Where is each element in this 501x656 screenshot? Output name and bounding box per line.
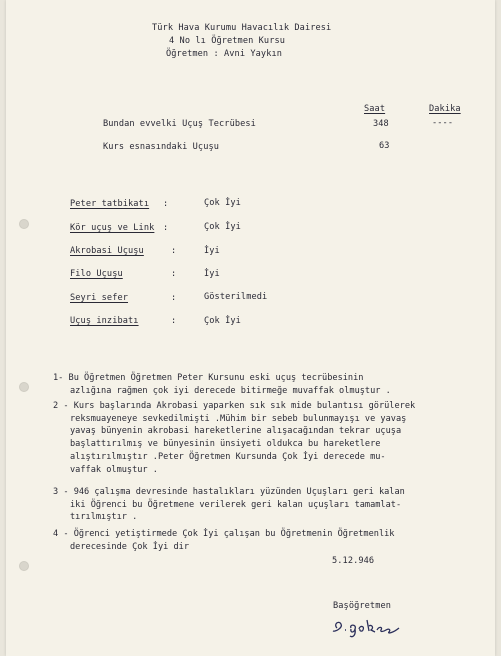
note-line: başlattırılmış ve bünyesinin ünsiyeti oldukca bu hareketlere xyxy=(70,439,381,450)
note-line: vaffak olmuştur . xyxy=(70,464,158,475)
note-line: iki Öğrenci bu Öğretmene verilerek geri kalan uçuşları tamamlat- xyxy=(70,499,402,510)
header-course: 4 No lı Öğretmen Kursu xyxy=(169,36,286,46)
grade-label: Kör uçuş ve Link xyxy=(70,223,155,233)
grade-value: İyi xyxy=(204,246,220,256)
grade-label: Akrobasi Uçuşu xyxy=(70,246,144,256)
note-line: 2 - Kurs başlarında Akrobasi yaparken sık sık mide bulantısı görülerek xyxy=(53,401,416,411)
experience-hour: 348 xyxy=(373,119,389,129)
grade-value: Gösterilmedi xyxy=(204,292,268,302)
experience-label: Bundan evvelki Uçuş Tecrübesi xyxy=(103,119,256,129)
note-4 xyxy=(53,528,394,553)
document-date: 5.12.946 xyxy=(332,556,375,566)
punch-hole xyxy=(19,561,29,571)
grade-label: Peter tatbikatı xyxy=(70,199,150,209)
grade-label: Uçuş inzibatı xyxy=(70,316,139,326)
grade-separator: : xyxy=(171,316,177,326)
grade-value: Çok İyi xyxy=(204,316,241,326)
note-line: reksmuayeneye sevkedilmişti .Mühim bir sebeb bulunmayışı ve yavaş xyxy=(70,413,407,424)
grade-label: Seyri sefer xyxy=(70,293,129,303)
note-line: derecesinde Çok İyi dir xyxy=(70,541,189,552)
experience-minute: ---- xyxy=(432,118,454,128)
note-line: 3 - 946 çalışma devresinde hastalıkları yüzünden Uçuşları geri kalan xyxy=(53,487,405,497)
grade-label: Filo Uçuşu xyxy=(70,269,123,279)
grade-separator: : xyxy=(171,269,177,279)
document-page xyxy=(6,0,495,656)
note-line: azlığına rağmen çok iyi derecede bitirmeğe muvaffak olmuştur . xyxy=(70,385,391,396)
note-1 xyxy=(53,372,391,397)
handwritten-signature xyxy=(329,614,409,640)
punch-hole xyxy=(19,382,29,392)
column-header-minute: Dakika xyxy=(429,104,461,114)
header-organization: Türk Hava Kurumu Havacılık Dairesi xyxy=(152,23,332,33)
note-line: 1- Bu Öğretmen Öğretmen Peter Kursunu eski uçuş tecrübesinin xyxy=(53,373,364,383)
grade-value: Çok İyi xyxy=(204,198,241,208)
punch-hole xyxy=(19,219,29,229)
grade-separator: : xyxy=(163,223,169,233)
header-teacher: Öğretmen : Avni Yaykın xyxy=(166,49,283,59)
grade-value: İyi xyxy=(204,269,220,279)
column-header-hour: Saat xyxy=(364,104,386,114)
grade-separator: : xyxy=(171,293,177,303)
experience-hour: 63 xyxy=(379,141,390,151)
note-line: tırılmıştır . xyxy=(70,512,138,523)
grade-value: Çok İyi xyxy=(204,222,241,232)
note-line: alıştırılmıştır .Peter Öğretmen Kursunda Çok İyi derecede mu- xyxy=(70,451,386,462)
signature-title: Başöğretmen xyxy=(333,601,392,611)
experience-label: Kurs esnasındaki Uçuşu xyxy=(103,142,220,152)
grade-separator: : xyxy=(171,246,177,256)
note-line: yavaş bünyenin akrobasi hareketlerine alışacağından tekrar uçuşa xyxy=(70,426,402,437)
note-line: 4 - Öğrenci yetiştirmede Çok İyi çalışan bu Öğretmenin Öğretmenlik xyxy=(53,529,395,539)
note-2 xyxy=(53,400,415,476)
note-3 xyxy=(53,486,405,524)
grade-separator: : xyxy=(163,199,169,209)
